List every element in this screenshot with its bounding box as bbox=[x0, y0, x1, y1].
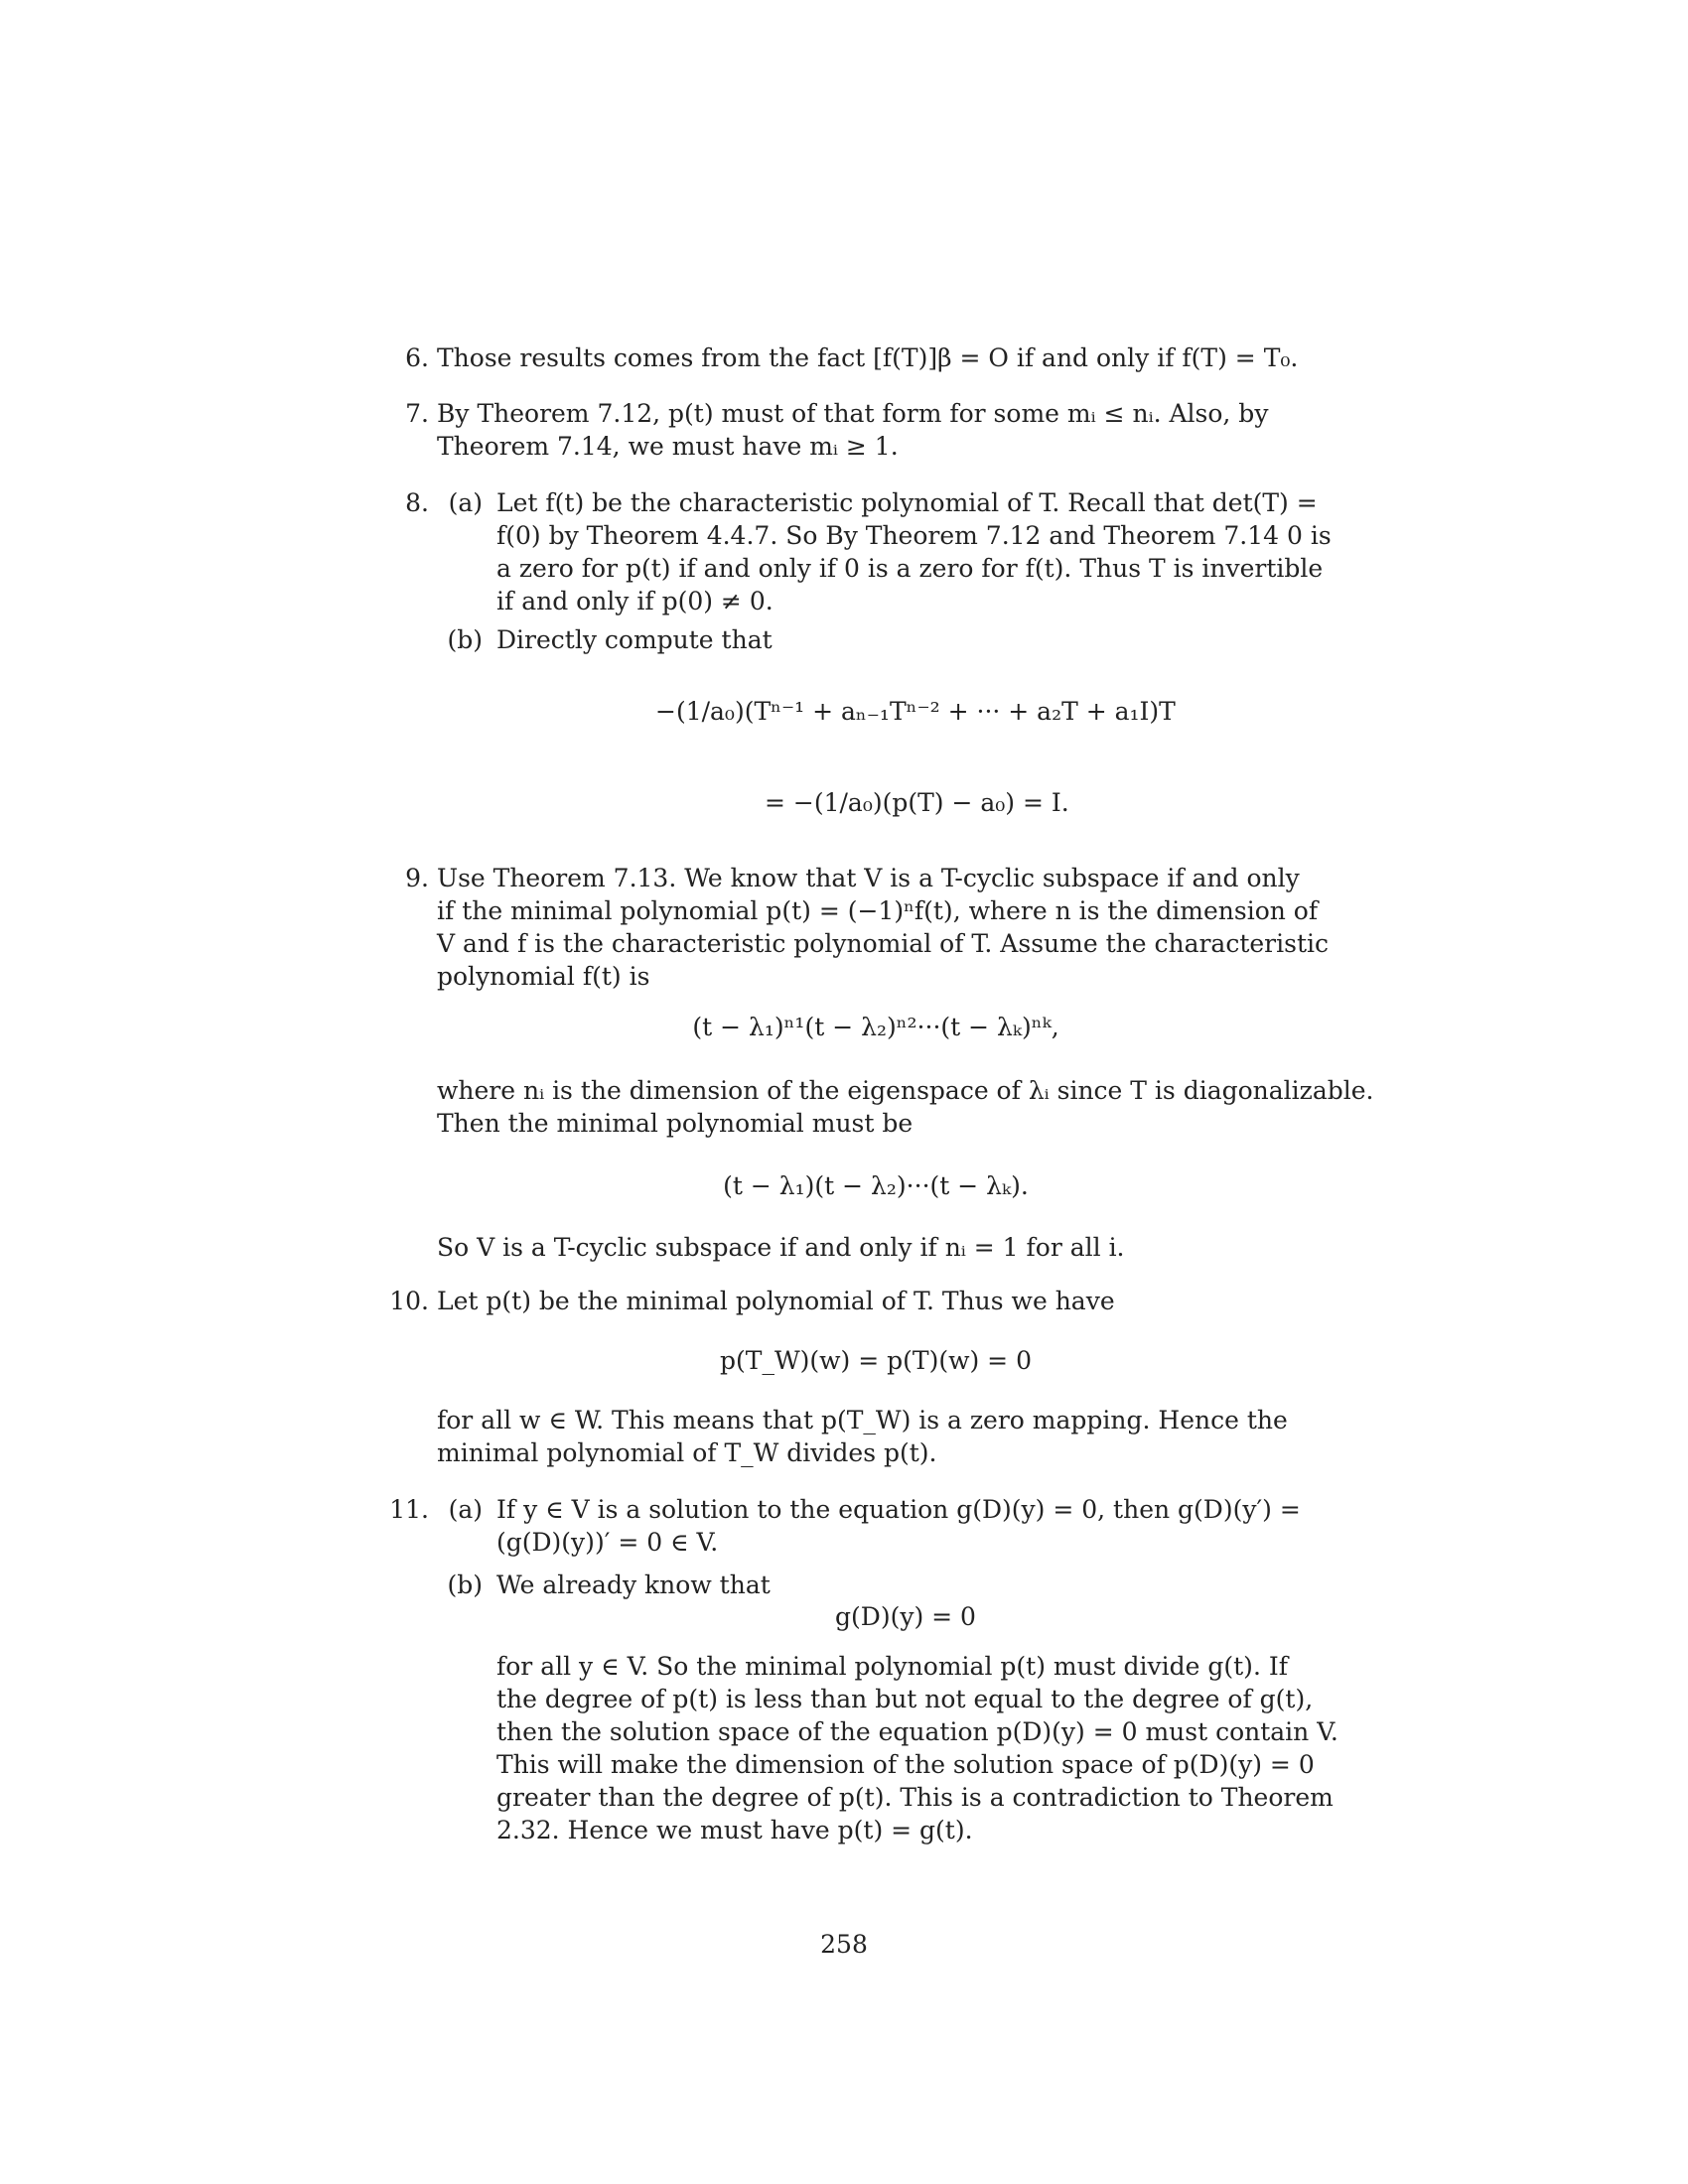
item-10-text: Let p(t) be the minimal polynomial of T. Thus we have bbox=[437, 1287, 1115, 1315]
part-label: (a) bbox=[448, 1495, 483, 1524]
text-line: 2.32. Hence we must have p(t) = g(t). bbox=[496, 1816, 973, 1844]
item-8b-text: Directly compute that bbox=[496, 625, 773, 654]
text-line: for all y ∈ V. So the minimal polynomial p(t) must divide g(t). If bbox=[496, 1652, 1288, 1681]
equation: (t − λ₁)ⁿ¹(t − λ₂)ⁿ²···(t − λₖ)ⁿᵏ, bbox=[692, 1013, 1059, 1041]
item-9-mid-text bbox=[437, 1074, 1374, 1140]
item-9-conclusion: So V is a T-cyclic subspace if and only if nᵢ = 1 for all i. bbox=[437, 1233, 1125, 1262]
text-line: for all w ∈ W. This means that p(T_W) is a zero mapping. Hence the bbox=[437, 1406, 1288, 1434]
item-11b-after-text bbox=[496, 1650, 1338, 1846]
item-7-text bbox=[437, 397, 1315, 463]
part-label: (a) bbox=[448, 488, 483, 517]
item-11b-text: We already know that bbox=[496, 1570, 771, 1599]
item-number: 8. bbox=[405, 488, 429, 517]
text-line: V and f is the characteristic polynomial of T. Assume the characteristic bbox=[437, 929, 1329, 958]
part-label: (b) bbox=[447, 625, 483, 654]
equation: g(D)(y) = 0 bbox=[835, 1602, 976, 1631]
text-line: minimal polynomial of T_W divides p(t). bbox=[437, 1438, 937, 1467]
text-line: (g(D)(y))′ = 0 ∈ V. bbox=[496, 1528, 719, 1557]
equation: p(T_W)(w) = p(T)(w) = 0 bbox=[720, 1346, 1032, 1375]
text-line: greater than the degree of p(t). This is a contradiction to Theorem bbox=[496, 1783, 1334, 1812]
text-line: Let f(t) be the characteristic polynomial of T. Recall that det(T) = bbox=[496, 488, 1318, 517]
text-line: This will make the dimension of the solution space of p(D)(y) = 0 bbox=[496, 1750, 1315, 1779]
text-line: the degree of p(t) is less than but not equal to the degree of g(t), bbox=[496, 1685, 1314, 1713]
text-line: Use Theorem 7.13. We know that V is a T-cyclic subspace if and only bbox=[437, 864, 1300, 892]
page-number: 258 bbox=[820, 1930, 868, 1959]
item-8a-text bbox=[496, 486, 1332, 617]
text-line: f(0) by Theorem 4.4.7. So By Theorem 7.12 and Theorem 7.14 0 is bbox=[496, 521, 1332, 550]
item-number: 7. bbox=[405, 399, 429, 428]
item-number: 6. bbox=[405, 343, 429, 372]
text-line: where nᵢ is the dimension of the eigenspace of λᵢ since T is diagonalizable. bbox=[437, 1076, 1374, 1105]
text-line: Then the minimal polynomial must be bbox=[437, 1109, 914, 1138]
equation: −(1/a₀)(Tⁿ⁻¹ + aₙ₋₁Tⁿ⁻² + ··· + a₂T + a₁I)T bbox=[655, 697, 1176, 726]
text-line: then the solution space of the equation p(D)(y) = 0 must contain V. bbox=[496, 1717, 1338, 1746]
text-line: Theorem 7.14, we must have mᵢ ≥ 1. bbox=[437, 432, 899, 461]
item-9-text bbox=[437, 862, 1329, 993]
item-number: 9. bbox=[405, 864, 429, 892]
item-10-after-text bbox=[437, 1404, 1315, 1469]
item-number: 11. bbox=[389, 1495, 429, 1524]
item-11a-text bbox=[496, 1493, 1315, 1559]
equation: = −(1/a₀)(p(T) − a₀) = I. bbox=[765, 788, 1069, 817]
text-line: a zero for p(t) if and only if 0 is a zero for f(t). Thus T is invertible bbox=[496, 554, 1324, 583]
item-number: 10. bbox=[389, 1287, 429, 1315]
part-label: (b) bbox=[447, 1570, 483, 1599]
equation: (t − λ₁)(t − λ₂)···(t − λₖ). bbox=[723, 1171, 1029, 1200]
text-line: if the minimal polynomial p(t) = (−1)ⁿf(t), where n is the dimension of bbox=[437, 896, 1319, 925]
text-line: By Theorem 7.12, p(t) must of that form for some mᵢ ≤ nᵢ. Also, by bbox=[437, 399, 1269, 428]
text-line: polynomial f(t) is bbox=[437, 962, 650, 991]
item-6-text: Those results comes from the fact [f(T)]β = O if and only if f(T) = T₀. bbox=[437, 343, 1299, 372]
text-line: if and only if p(0) ≠ 0. bbox=[496, 587, 774, 615]
text-line: If y ∈ V is a solution to the equation g(D)(y) = 0, then g(D)(y′) = bbox=[496, 1495, 1301, 1524]
